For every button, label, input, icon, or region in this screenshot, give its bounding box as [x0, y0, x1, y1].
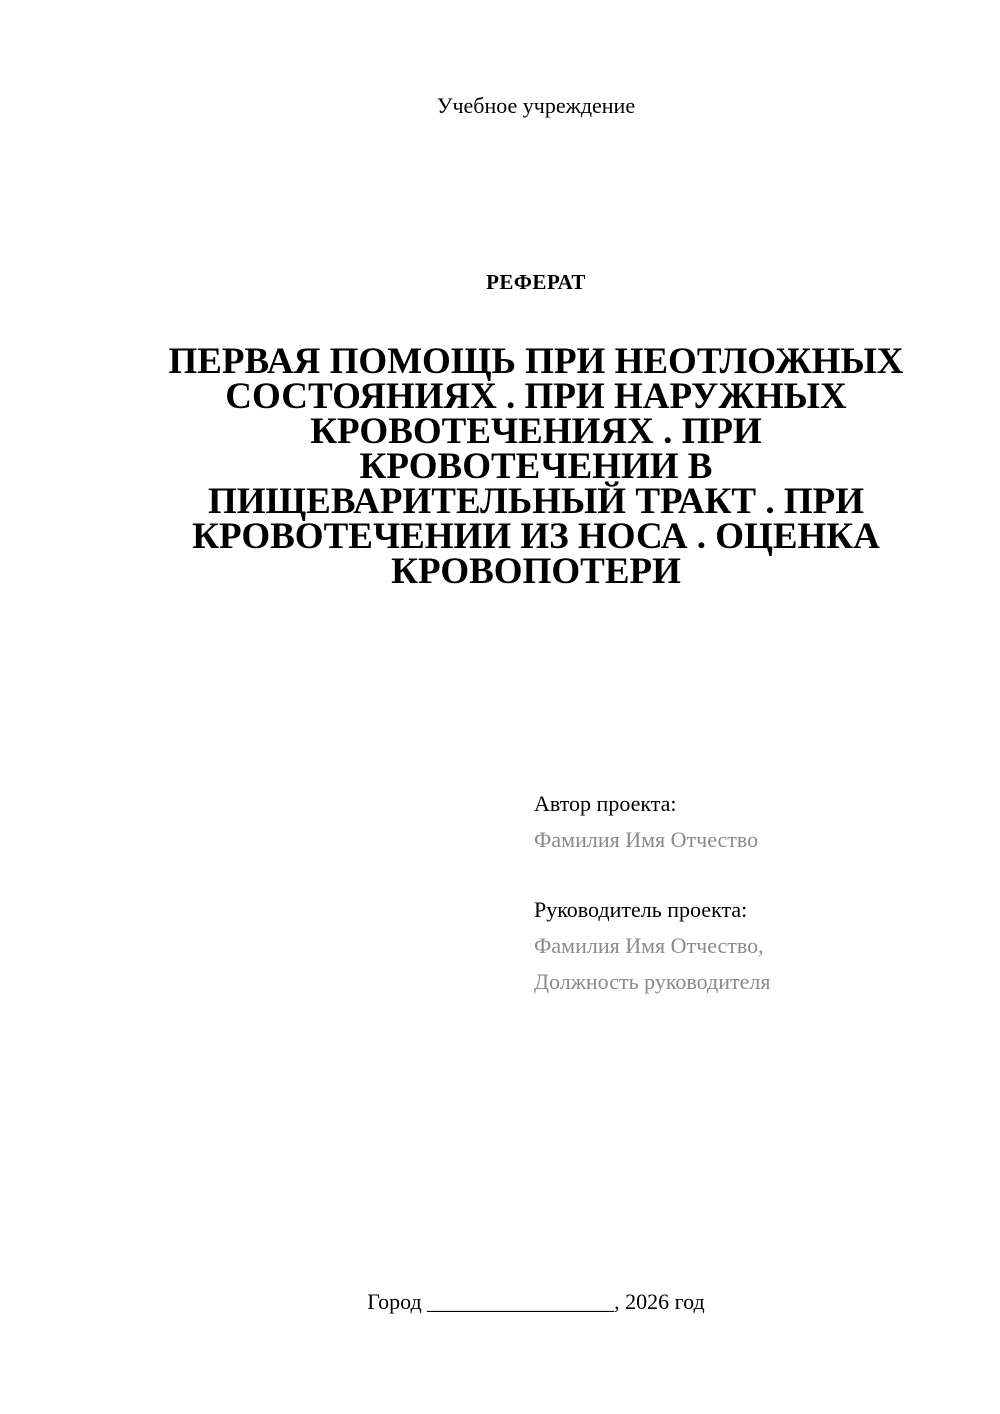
document-type: РЕФЕРАТ: [486, 270, 586, 294]
city-year-footer: Город _________________, 2026 год: [367, 1289, 705, 1314]
supervisor-label: Руководитель проекта:: [534, 897, 748, 922]
supervisor-position: Должность руководителя: [534, 969, 771, 994]
credits-spacer: [534, 858, 974, 892]
credits-block: [534, 786, 974, 1000]
document-topic: ПЕРВАЯ ПОМОЩЬ ПРИ НЕОТЛОЖНЫХ СОСТОЯНИЯХ . ПРИ НАРУЖНЫХ КРОВОТЕЧЕНИЯХ . ПРИ КРОВОТЕЧЕНИИ В ПИЩЕВАРИТЕЛЬНЫЙ ТРАКТ . ПРИ КРОВОТЕЧЕНИИ ИЗ НОСА . ОЦЕНКА КРОВОПОТЕРИ: [168, 341, 904, 592]
author-name: Фамилия Имя Отчество: [534, 827, 759, 852]
author-label: Автор проекта:: [534, 791, 677, 816]
institution-name: Учебное учреждение: [436, 93, 636, 118]
supervisor-name: Фамилия Имя Отчество,: [534, 933, 764, 958]
